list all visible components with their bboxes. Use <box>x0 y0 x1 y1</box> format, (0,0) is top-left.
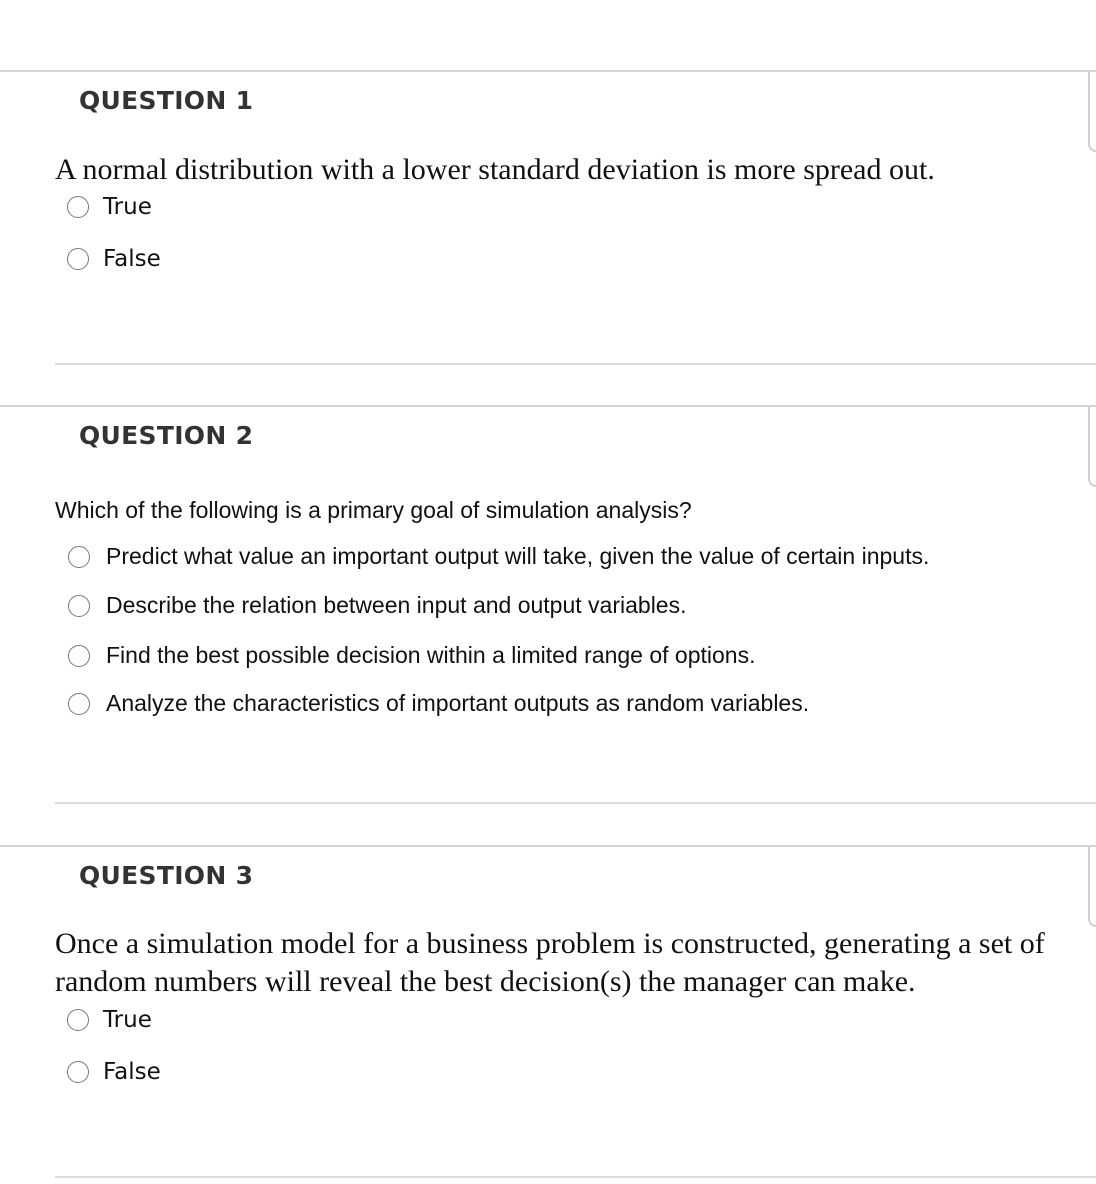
radio-button[interactable] <box>67 248 89 270</box>
question-2-top-divider <box>0 405 1096 407</box>
option-label: True <box>103 1007 152 1033</box>
question-2-option-3[interactable] <box>68 642 755 669</box>
radio-button[interactable] <box>67 1061 89 1083</box>
option-label: Analyze the characteristics of important outputs as random variables. <box>106 690 810 716</box>
question-3-top-divider <box>0 845 1096 847</box>
question-1-heading: QUESTION 1 <box>79 86 254 115</box>
option-label: Predict what value an important output will take, given the value of certain inputs. <box>106 543 930 569</box>
question-3-bottom-divider <box>55 1176 1096 1178</box>
question-1-bottom-divider <box>55 363 1096 365</box>
question-2-heading: QUESTION 2 <box>79 421 254 450</box>
question-2-option-1[interactable] <box>68 543 929 570</box>
question-3-option-false[interactable] <box>67 1059 161 1085</box>
question-2-option-2[interactable] <box>68 592 686 619</box>
radio-button[interactable] <box>68 693 90 715</box>
radio-button[interactable] <box>68 546 90 568</box>
question-1-option-false[interactable] <box>67 246 161 272</box>
question-2-option-4[interactable] <box>68 690 809 717</box>
question-3-points-box <box>1088 847 1096 927</box>
question-2-points-box <box>1088 407 1096 487</box>
radio-button[interactable] <box>67 196 89 218</box>
option-label: False <box>103 1059 161 1085</box>
option-label: Find the best possible decision within a limited range of options. <box>106 642 756 668</box>
option-label: True <box>103 194 152 220</box>
question-2-bottom-divider <box>55 802 1096 804</box>
question-1-option-true[interactable] <box>67 194 152 220</box>
question-1-text: A normal distribution with a lower standard deviation is more spread out. <box>55 153 935 186</box>
option-label: Describe the relation between input and output variables. <box>106 592 687 618</box>
question-1-top-divider <box>0 70 1096 72</box>
question-2-text: Which of the following is a primary goal of simulation analysis? <box>55 497 692 523</box>
option-label: False <box>103 246 161 272</box>
question-1-points-box <box>1088 72 1096 152</box>
question-3-option-true[interactable] <box>67 1007 152 1033</box>
question-3-heading: QUESTION 3 <box>79 861 254 890</box>
radio-button[interactable] <box>68 645 90 667</box>
radio-button[interactable] <box>68 595 90 617</box>
question-3-text: Once a simulation model for a business problem is constructed, generating a set of random numbers will reveal the best decision(s) the manager can make. <box>55 927 1045 998</box>
radio-button[interactable] <box>67 1009 89 1031</box>
